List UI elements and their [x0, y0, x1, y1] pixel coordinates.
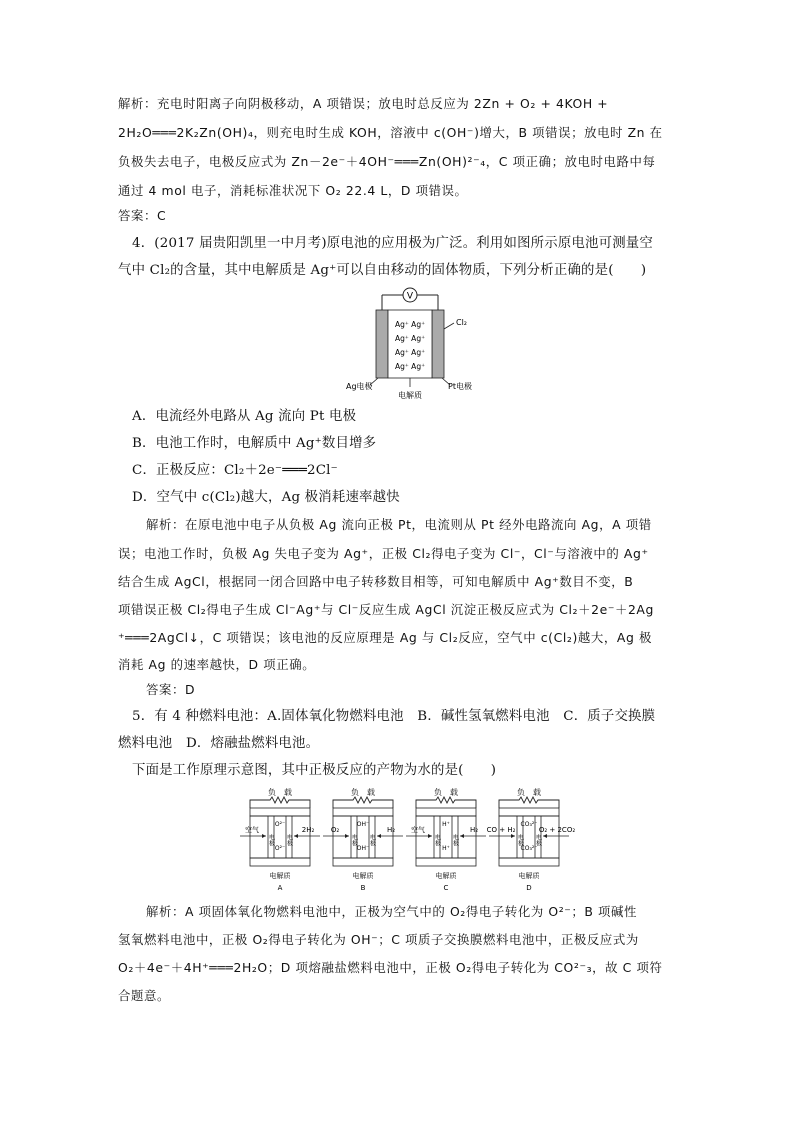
ion-top-label: H⁺ — [442, 821, 450, 828]
ag-electrode-label: Ag电极 — [346, 382, 373, 391]
left-input-label: CO + H₂ — [486, 826, 516, 834]
figure-letter: D — [526, 884, 532, 892]
electrolyte-label: 电解质 — [518, 872, 540, 880]
electrode-right-label: 电极 — [285, 834, 293, 846]
figure-letter: B — [360, 884, 366, 892]
cl2-label: Cl₂ — [456, 318, 468, 327]
q4-stem-line-2: 气中 Cl₂的含量，其中电解质是 Ag⁺可以自由移动的固体物质，下列分析正确的是( ) — [118, 263, 647, 278]
prev-answer: 答案：C — [118, 208, 167, 223]
q5-explanation-line-2: 氢氧燃料电池中，正极 O₂得电子转化为 OH⁻；C 项质子交换膜燃料电池中，正极反应式为 — [118, 932, 639, 947]
left-input-label: 空气 — [245, 826, 259, 834]
q4-option-c: C．正极反应：Cl₂＋2e⁻═══2Cl⁻ — [132, 463, 338, 478]
figure-letter: C — [443, 884, 449, 892]
q4-option-a: A．电流经外电路从 Ag 流向 Pt 电极 — [132, 409, 357, 424]
left-input-label: 空气 — [411, 826, 425, 834]
q4-explanation-line-6: 消耗 Ag 的速率越快，D 项正确。 — [118, 657, 316, 672]
q4-explanation-line-3: 结合生成 AgCl，根据同一闭合回路中电子转移数目相等，可知电解质中 Ag⁺数目不变，B — [118, 574, 634, 589]
ion-bottom-label: CO₃²⁻ — [520, 845, 538, 852]
ion-top-label: O²⁻ — [274, 821, 286, 828]
ion-bottom-label: O²⁻ — [274, 845, 286, 852]
q5-stem-line-3: 下面是工作原理示意图，其中正极反应的产物为水的是( ) — [132, 763, 497, 778]
right-input-label: O₂ + 2CO₂ — [538, 826, 576, 834]
ion-top-label: OH⁻ — [356, 821, 370, 828]
q4-explanation-line-2: 误；电池工作时，负极 Ag 失电子变为 Ag⁺，正极 Cl₂得电子变为 Cl⁻，Cl⁻与溶液中的 Ag⁺ — [118, 546, 649, 561]
right-input-label: 2H₂ — [301, 826, 315, 834]
figure-letter: A — [277, 884, 283, 892]
electrode-left-label: 电极 — [516, 834, 524, 846]
electrolyte-label: 电解质 — [435, 872, 457, 880]
prev-explanation-line-2: 2H₂O═══2K₂Zn(OH)₄，则充电时生成 KOH，溶液中 c(OH⁻)增大，B 项错误；放电时 Zn 在 — [118, 125, 663, 140]
ion-row-2: Ag⁺ Ag⁺ — [394, 334, 426, 343]
q4-cell-figure — [330, 285, 490, 400]
q5-fuel-cell-figures — [240, 786, 576, 896]
fuel-cell-figure-d — [486, 786, 576, 896]
electrode-right-label: 电极 — [368, 834, 376, 846]
load-label: 负 载 — [351, 788, 375, 797]
q4-option-b: B．电池工作时，电解质中 Ag⁺数目增多 — [132, 436, 377, 451]
electrode-left-label: 电极 — [267, 834, 275, 846]
load-label: 负 载 — [434, 788, 458, 797]
ion-row-4: Ag⁺ Ag⁺ — [394, 362, 426, 371]
prev-explanation-line-4: 通过 4 mol 电子，消耗标准状况下 O₂ 22.4 L，D 项错误。 — [118, 183, 468, 198]
ag-electrode — [376, 310, 388, 378]
ion-row-1: Ag⁺ Ag⁺ — [394, 320, 426, 329]
voltmeter-label: V — [406, 291, 414, 302]
q5-explanation-line-1: 解析：A 项固体氧化物燃料电池中，正极为空气中的 O₂得电子转化为 O²⁻；B 项碱性 — [146, 904, 638, 919]
q4-explanation-line-1: 解析：在原电池中电子从负极 Ag 流向正极 Pt，电流则从 Pt 经外电路流向 Ag，A 项错 — [146, 517, 652, 532]
ion-bottom-label: OH⁻ — [356, 845, 370, 852]
load-label: 负 载 — [517, 788, 541, 797]
q4-option-d: D．空气中 c(Cl₂)越大，Ag 极消耗速率越快 — [132, 490, 400, 505]
electrode-right-label: 电极 — [534, 834, 542, 846]
q4-explanation-line-4: 项错误正极 Cl₂得电子生成 Cl⁻Ag⁺与 Cl⁻反应生成 AgCl 沉淀正极反应式为 Cl₂＋2e⁻＋2Ag — [118, 602, 654, 617]
q5-explanation-line-4: 合题意。 — [118, 988, 170, 1003]
load-label: 负 载 — [268, 788, 292, 797]
fuel-cell-figure-c — [406, 786, 486, 896]
right-input-label: H₂ — [469, 826, 479, 834]
ion-top-label: CO₃²⁻ — [520, 821, 538, 828]
electrolyte-label: 电解质 — [352, 872, 374, 880]
fuel-cell-figure-b — [323, 786, 403, 896]
electrode-left-label: 电极 — [350, 834, 358, 846]
q4-explanation-line-5: ⁺═══2AgCl↓，C 项错误；该电池的反应原理是 Ag 与 Cl₂反应，空气中 c(Cl₂)越大，Ag 极 — [118, 630, 652, 645]
q4-answer: 答案：D — [146, 682, 196, 697]
prev-explanation-line-1: 解析：充电时阳离子向阴极移动，A 项错误；放电时总反应为 2Zn + O₂ + 4KOH + — [118, 96, 609, 111]
pt-electrode — [432, 310, 444, 378]
pt-electrode-label: Pt电极 — [448, 382, 472, 391]
fuel-cell-figure-a — [240, 786, 320, 896]
electrode-right-label: 电极 — [451, 834, 459, 846]
electrolyte-label: 电解质 — [398, 391, 422, 400]
q5-stem-line-2: 燃料电池 D．熔融盐燃料电池。 — [118, 736, 320, 751]
q5-stem-line-1: 5．有 4 种燃料电池：A.固体氧化物燃料电池 B．碱性氢氧燃料电池 C．质子交换膜 — [132, 709, 656, 724]
q4-stem-line-1: 4．(2017 届贵阳凯里一中月考)原电池的应用极为广泛。利用如图所示原电池可测量空 — [132, 236, 653, 251]
electrode-left-label: 电极 — [433, 834, 441, 846]
q5-explanation-line-3: O₂＋4e⁻＋4H⁺═══2H₂O；D 项熔融盐燃料电池中，正极 O₂得电子转化为 CO²⁻₃，故 C 项符 — [118, 960, 663, 975]
right-input-label: H₂ — [386, 826, 396, 834]
left-input-label: O₂ — [330, 826, 340, 834]
prev-explanation-line-3: 负极失去电子，电极反应式为 Zn－2e⁻＋4OH⁻═══Zn(OH)²⁻₄，C 项正确；放电时电路中每 — [118, 154, 656, 169]
electrolyte-label: 电解质 — [269, 872, 291, 880]
ion-row-3: Ag⁺ Ag⁺ — [394, 348, 426, 357]
ion-bottom-label: H⁺ — [442, 845, 450, 852]
